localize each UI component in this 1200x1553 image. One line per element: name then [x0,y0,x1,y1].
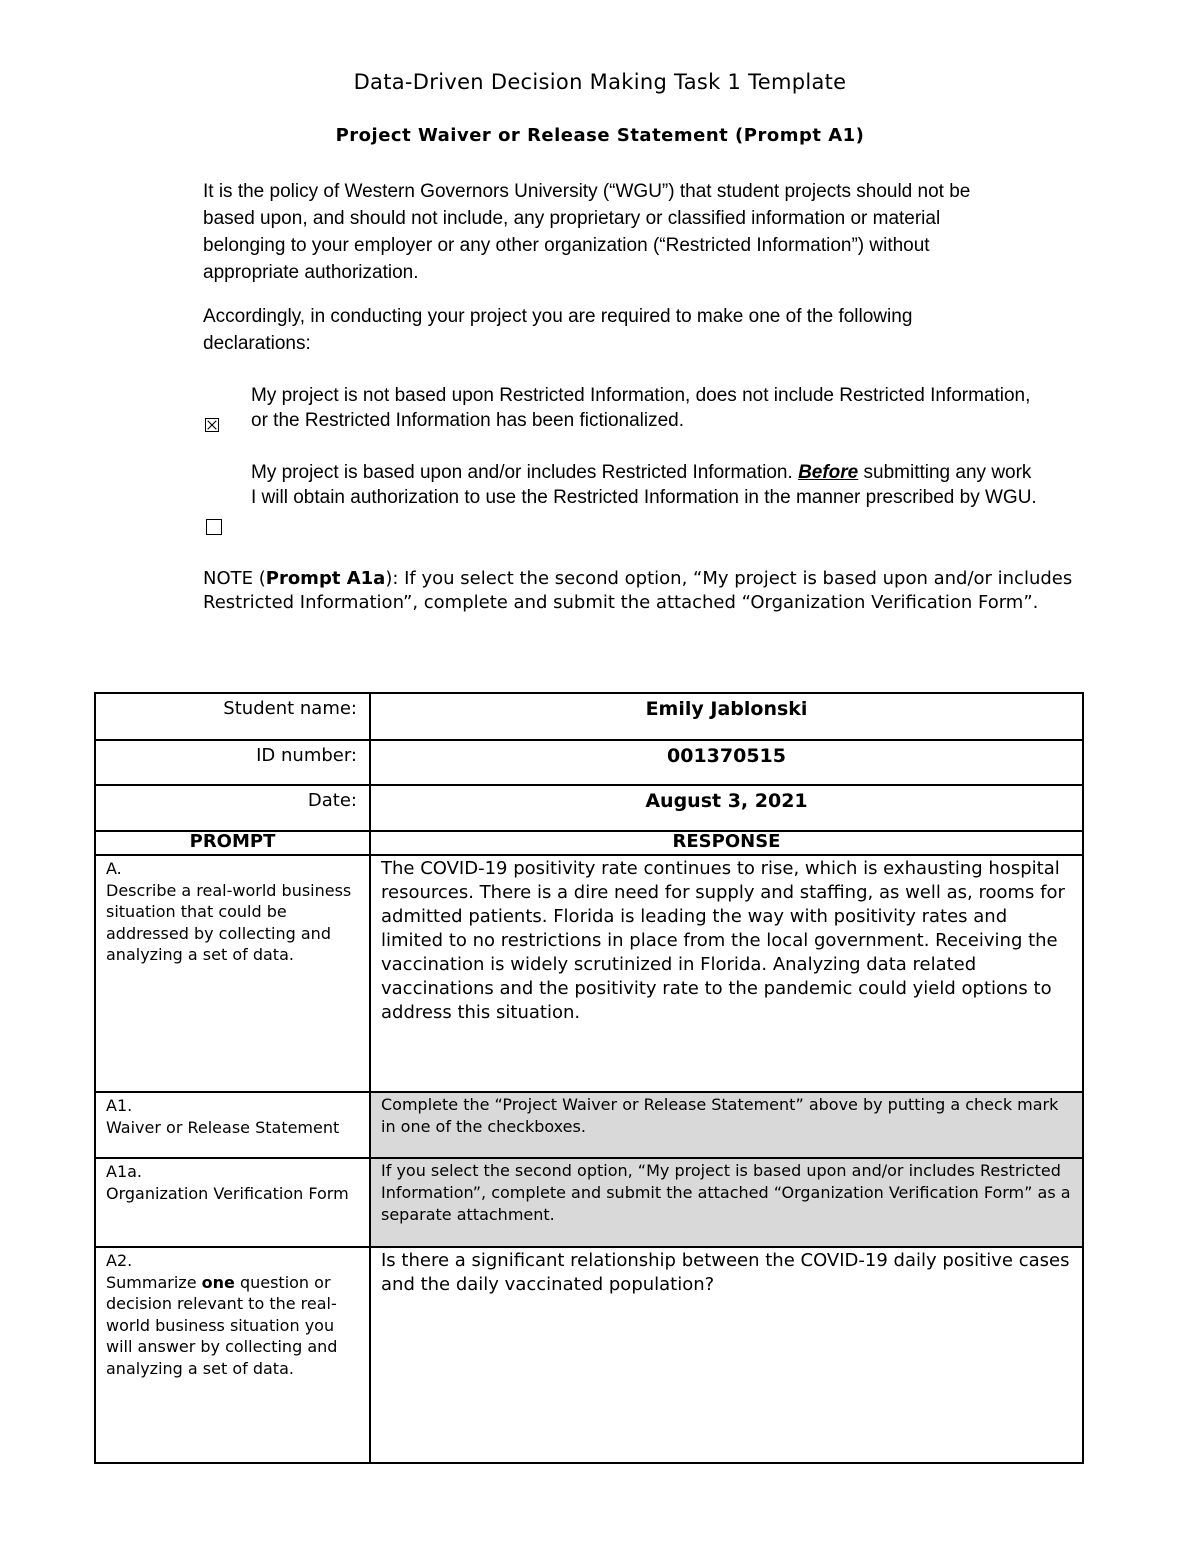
policy-paragraph: It is the policy of Western Governors University (“WGU”) that student projects should not be based upon, and should not include, any proprietary or classified information or material belonging to your employer or any other organization (“Restricted Information”) without appropriate authorization. [203,181,971,283]
prompt-header: PROMPT [95,831,370,855]
prompt-code: A2. [106,1251,133,1270]
response-cell: If you select the second option, “My project is based upon and/or includes Restricted Information”, complete and submit the attached “Organization Verification Form” as a separate attachment. [370,1158,1083,1247]
prompt-cell [95,1092,370,1158]
note-prompt-label: Prompt A1a [265,568,386,589]
declaration-intro: Accordingly, in conducting your project you are required to make one of the following declarations: [203,306,913,354]
prompt-cell [95,1247,370,1463]
prompt-text-start: Summarize [106,1272,202,1292]
prompt-text [106,1272,361,1380]
student-name-label: Student name: [95,693,370,740]
document-subtitle: Project Waiver or Release Statement (Prompt A1) [335,125,865,146]
id-number-row [95,740,1083,785]
prompt-text-end: question or decision relevant to the real-world business situation you will answer by collecting and analyzing a set of data. [106,1272,338,1378]
option-2-checkbox[interactable] [206,519,222,535]
prompt-text: Waiver or Release Statement [106,1117,340,1137]
prompt-note [203,567,1103,615]
task-table [94,692,1084,1464]
table-row [95,855,1083,1092]
id-number-value[interactable]: 001370515 [370,740,1083,785]
option-2-text-start: My project is based upon and/or includes Restricted Information. [251,462,799,483]
prompt-code: A1. [106,1096,133,1115]
date-value[interactable]: August 3, 2021 [370,785,1083,831]
prompt-code: A. [106,859,122,878]
response-cell[interactable]: Is there a significant relationship between the COVID-19 daily positive cases and the daily vaccinated population? [370,1247,1083,1463]
response-cell: Complete the “Project Waiver or Release Statement” above by putting a check mark in one of the checkboxes. [370,1092,1083,1158]
student-name-row [95,693,1083,740]
id-number-label: ID number: [95,740,370,785]
table-row [95,1092,1083,1158]
option-1-checkbox[interactable] [205,418,219,432]
table-header-row [95,831,1083,855]
student-name-value[interactable]: Emily Jablonski [370,693,1083,740]
prompt-cell [95,855,370,1092]
note-prefix: NOTE ( [203,568,266,589]
checked-x-icon [206,419,218,431]
date-row [95,785,1083,831]
option-1-text: My project is not based upon Restricted Information, does not include Restricted Information, or the Restricted Information has been fictionalized. [251,385,1031,431]
document-title: Data-Driven Decision Making Task 1 Template [353,70,847,94]
response-cell[interactable]: The COVID-19 positivity rate continues to rise, which is exhausting hospital resources. There is a dire need for supply and staffing, as well as, rooms for admitted patients. Florida is leading the way with positivity rates and limited to no restrictions in place from the local government. Receiving the vaccination is widely scrutinized in Florida. Analyzing data related vaccinations and the positivity rate to the pandemic could yield options to address this situation. [370,855,1083,1092]
option-2-text [251,460,1041,510]
prompt-text: Organization Verification Form [106,1183,349,1203]
option-2-emphasis: Before [798,462,859,483]
prompt-cell [95,1158,370,1247]
note-text: ): If you select the second option, “My project is based upon and/or includes Restricted Information”, complete and submit the attached “Organization Verification Form”. [203,568,1073,613]
table-row [95,1158,1083,1247]
response-header: RESPONSE [370,831,1083,855]
date-label: Date: [95,785,370,831]
prompt-text: Describe a real-world business situation that could be addressed by collecting and analyzing a set of data. [106,880,352,964]
table-row [95,1247,1083,1463]
prompt-code: A1a. [106,1162,143,1181]
prompt-emphasis: one [201,1272,235,1292]
option-2-text-end: submitting any work I will obtain authorization to use the Restricted Information in the manner prescribed by WGU. [251,462,1037,508]
